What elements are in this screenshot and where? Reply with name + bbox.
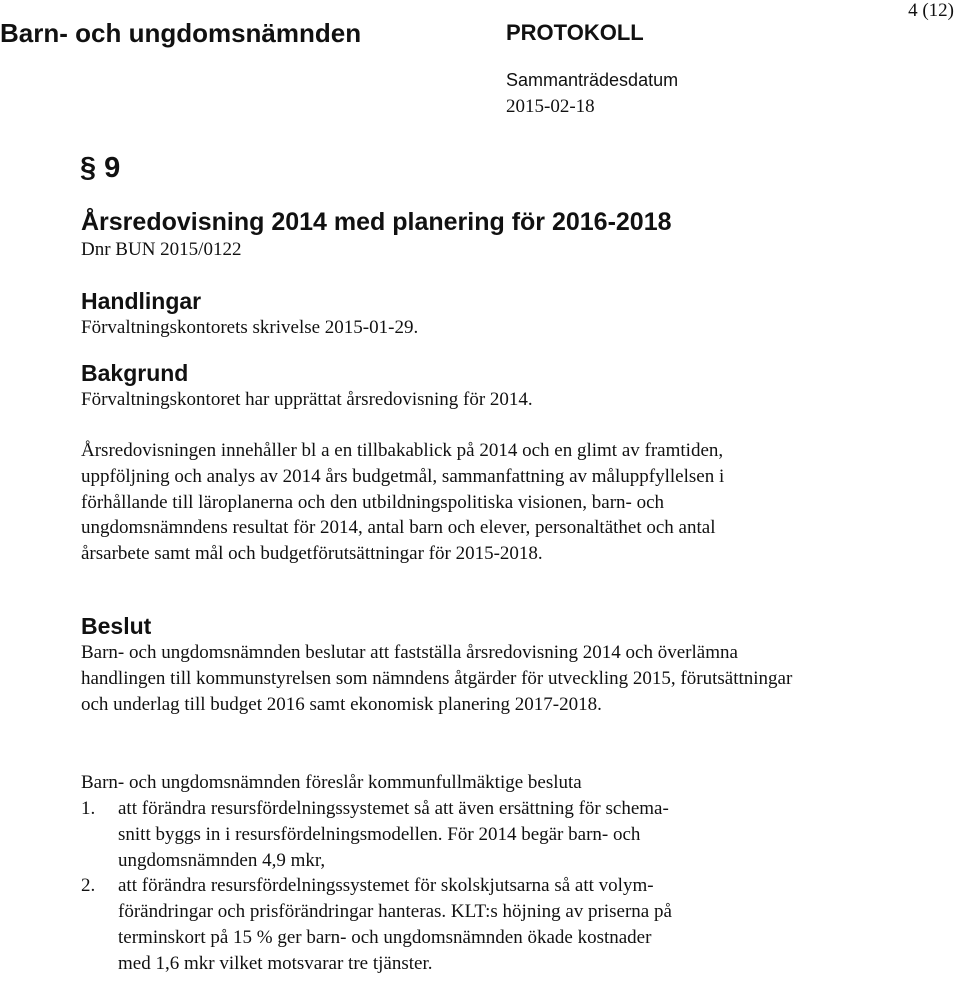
diary-number: Dnr BUN 2015/0122 <box>81 239 242 260</box>
proposal-item-number: 2. <box>81 875 96 897</box>
proposal-item-line: med 1,6 mkr vilket motsvarar tre tjänster. <box>118 952 433 974</box>
proposal-item-line: förändringar och prisförändringar hanteras. KLT:s höjning av priserna på <box>118 901 672 923</box>
meeting-date: 2015-02-18 <box>506 96 595 117</box>
decision-heading: Beslut <box>81 613 152 639</box>
proposal-intro-text: Barn- och ungdomsnämnden föreslår kommunfullmäktige besluta <box>81 772 582 793</box>
section-title: Årsredovisning 2014 med planering för 2016-2018 <box>81 208 672 236</box>
documents-heading: Handlingar <box>81 288 202 314</box>
organization-name: Barn- och ungdomsnämnden <box>0 18 362 48</box>
proposal-item-line: snitt byggs in i resursfördelningsmodellen. För 2014 begär barn- och <box>118 823 641 845</box>
decision-section <box>81 612 941 717</box>
background-detail <box>81 438 941 567</box>
documents-text: Förvaltningskontorets skrivelse 2015-01-29. <box>81 317 419 338</box>
proposal-item-line: terminskort på 15 % ger barn- och ungdomsnämnden ökade kostnader <box>118 926 652 948</box>
proposal-item-line: att förändra resursfördelningssystemet så att även ersättning för schema- <box>118 798 669 819</box>
background-heading: Bakgrund <box>81 360 189 386</box>
proposal-item-line: att förändra resursfördelningssystemet för skolskjutsarna så att volym- <box>118 875 654 897</box>
page-number: 4 (12) <box>908 0 954 21</box>
proposal-intro <box>81 770 941 796</box>
proposal-item <box>81 796 941 873</box>
proposal-item-number: 1. <box>81 798 96 819</box>
proposal-item <box>81 873 941 976</box>
section-title-block <box>81 206 941 262</box>
document-type: PROTOKOLL <box>506 20 644 45</box>
section-number <box>80 152 120 185</box>
proposal-item-line: ungdomsnämnden 4,9 mkr, <box>118 849 326 871</box>
proposal-list <box>81 796 941 977</box>
section-number-value: 9 <box>104 152 121 184</box>
documents-section <box>81 287 941 341</box>
background-section <box>81 359 941 413</box>
section-symbol: § <box>80 152 97 184</box>
decision-text: Barn- och ungdomsnämnden beslutar att fastställa årsredovisning 2014 och överlämna handlingen till kommunstyrelsen som nämndens åtgärder för utveckling 2015, förutsättningar och underlag till budget 2016 samt ekonomisk planering 2017-2018. <box>81 642 793 715</box>
background-text: Förvaltningskontoret har upprättat årsredovisning för 2014. <box>81 389 533 410</box>
background-detail-text: Årsredovisningen innehåller bl a en tillbakablick på 2014 och en glimt av framtiden, uppföljning och analys av 2014 års budgetmål, sammanfattning av måluppfyllelsen i förhållande till läroplanerna och den utbildningspolitiska visionen, barn- och ungdomsnämndens resultat för 2014, antal barn och elever, personaltäthet och antal årsarbete samt mål och budgetförutsättningar för 2015-2018. <box>81 440 725 565</box>
meeting-date-label: Sammanträdesdatum <box>506 70 679 90</box>
